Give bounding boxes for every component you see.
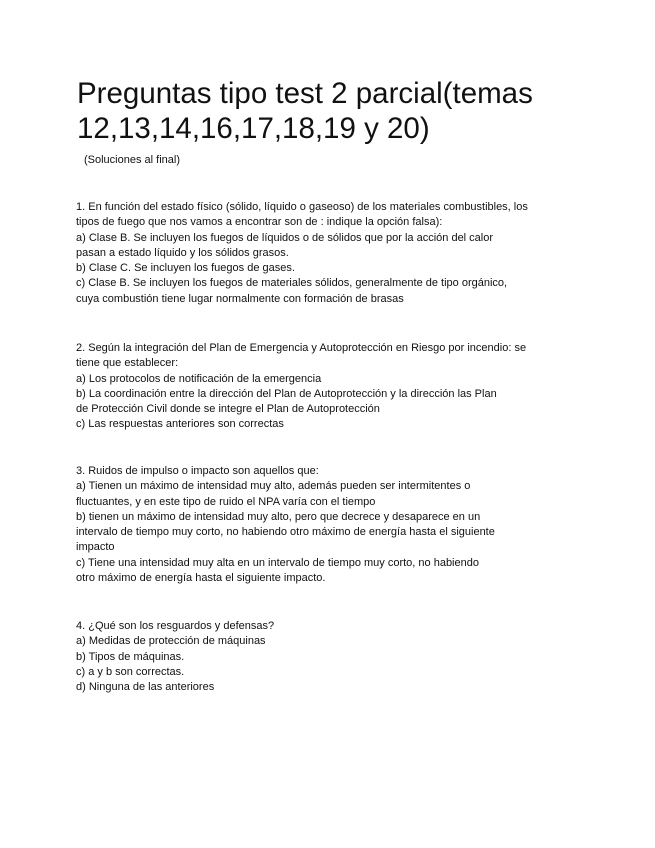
text-line: tipos de fuego que nos vamos a encontrar son de : indique la opción falsa): [76,216,443,229]
text-line: tiene que establecer: [76,357,179,370]
text-line: c) Clase B. Se incluyen los fuegos de materiales sólidos, generalmente de tipo orgánico, [76,277,508,290]
text-line: de Protección Civil donde se integre el Plan de Autoprotección [76,403,380,416]
text-line: c) a y b son correctas. [76,665,185,678]
text-line: c) Las respuestas anteriores son correctas [76,418,284,431]
text-line: impacto [76,541,115,554]
subtitle: (Soluciones al final) [84,154,180,166]
question-3 [76,464,596,586]
question-2 [76,341,596,433]
text-line: d) Ninguna de las anteriores [76,681,215,694]
document-title [77,76,533,146]
text-line: pasan a estado líquido y los sólidos grasos. [76,246,289,259]
text-line: a) Tienen un máximo de intensidad muy alto, además pueden ser intermitentes o [76,480,471,493]
text-line: b) tienen un máximo de intensidad muy alto, pero que decrece y desaparece en un [76,510,481,523]
question-4 [76,619,596,695]
text-line: b) La coordinación entre la dirección del Plan de Autoprotección y la dirección las Plan [76,387,497,400]
title-line: Preguntas tipo test 2 parcial(temas [77,77,533,110]
text-line: intervalo de tiempo muy corto, no habiendo otro máximo de energía hasta el siguiente [76,526,495,539]
text-line: 4. ¿Qué son los resguardos y defensas? [76,620,275,632]
text-line: 2. Según la integración del Plan de Emergencia y Autoprotección en Riesgo por incendio: se [76,342,527,354]
text-line: cuya combustión tiene lugar normalmente con formación de brasas [76,292,404,305]
text-line: a) Los protocolos de notificación de la emergencia [76,372,322,385]
text-line: 3. Ruidos de impulso o impacto son aquellos que: [76,465,319,477]
text-line: c) Tiene una intensidad muy alta en un intervalo de tiempo muy corto, no habiendo [76,556,479,569]
text-line: otro máximo de energía hasta el siguiente impacto. [76,572,326,585]
text-line: fluctuantes, y en este tipo de ruido el NPA varía con el tiempo [76,495,376,508]
text-line: b) Clase C. Se incluyen los fuegos de gases. [76,262,295,275]
text-line: a) Medidas de protección de máquinas [76,635,266,648]
question-1 [76,200,596,307]
text-line: b) Tipos de máquinas. [76,650,185,663]
text-line: 1. En función del estado físico (sólido, líquido o gaseoso) de los materiales combustibles, los [76,201,528,213]
text-line: a) Clase B. Se incluyen los fuegos de líquidos o de sólidos que por la acción del calor [76,231,494,244]
title-line: 12,13,14,16,17,18,19 y 20) [77,112,430,145]
